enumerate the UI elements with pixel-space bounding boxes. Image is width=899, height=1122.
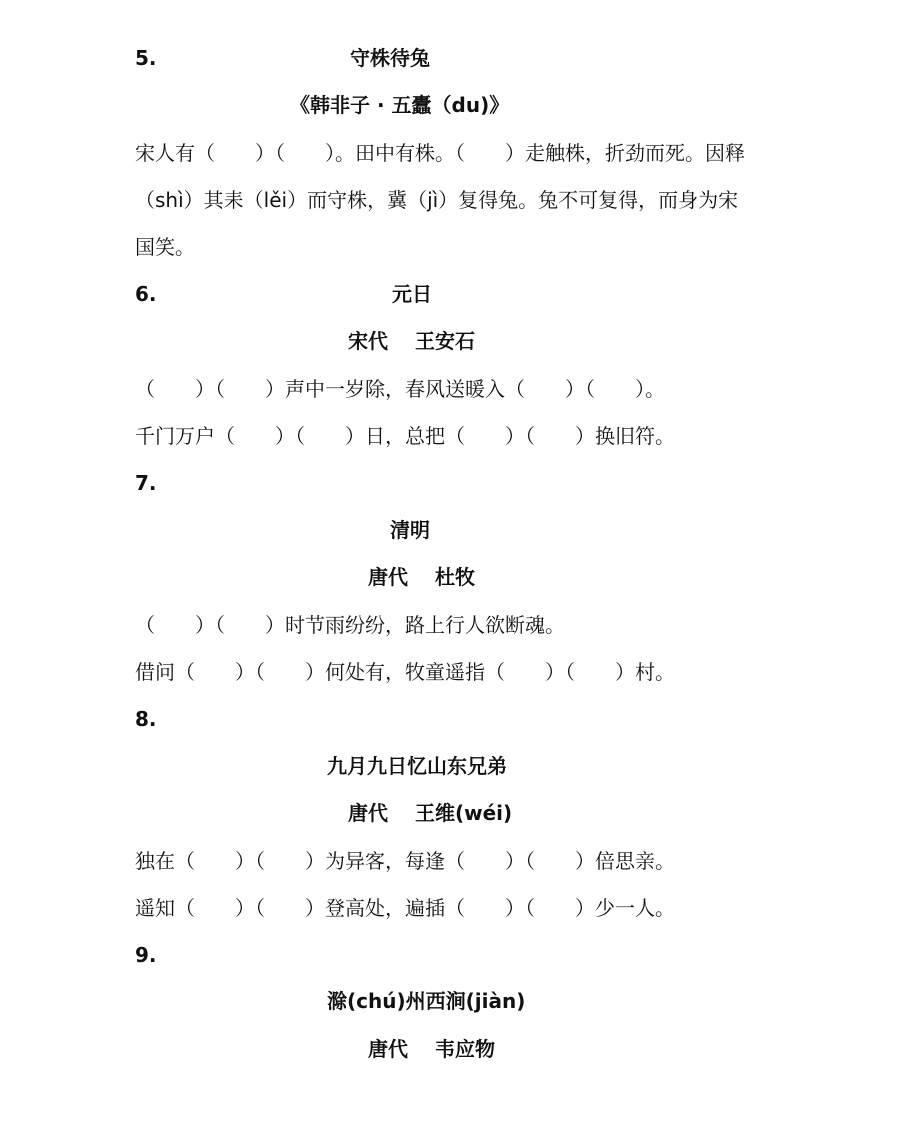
poem-author: 唐代 杜牧 — [368, 565, 475, 589]
question-number: 5. — [135, 46, 157, 70]
text-line: 借问（ ）（ ）何处有，牧童遥指（ ）（ ）村。 — [135, 660, 675, 684]
question-number: 8. — [135, 707, 157, 731]
poem-title: 元日 — [392, 282, 432, 306]
text-line: 千门万户（ ）（ ）日，总把（ ）（ ）换旧符。 — [135, 424, 675, 448]
question-number: 6. — [135, 282, 157, 306]
poem-author: 宋代 王安石 — [348, 329, 475, 353]
poem-title: 滁(chú)州西涧(jiàn) — [327, 989, 526, 1013]
text-line: 宋人有（ ）（ ）。田中有株。（ ）走触株，折劲而死。因释 — [135, 141, 745, 165]
question-number: 9. — [135, 943, 157, 967]
text-line: （shì）其耒（lěi）而守株，冀（jì）复得兔。兔不可复得，而身为宋 — [135, 188, 739, 212]
poem-author: 唐代 王维(wéi) — [348, 801, 513, 825]
poem-title: 守株待兔 — [350, 46, 430, 70]
poem-source: 《韩非子 · 五蠹（du)》 — [290, 93, 510, 117]
text-line: 遥知（ ）（ ）登高处，遍插（ ）（ ）少一人。 — [135, 896, 675, 920]
text-line: （ ）（ ）时节雨纷纷，路上行人欲断魂。 — [135, 613, 565, 637]
question-number: 7. — [135, 471, 157, 495]
text-line: 国笑。 — [135, 235, 195, 259]
poem-title: 清明 — [390, 518, 430, 542]
poem-author: 唐代 韦应物 — [368, 1037, 495, 1061]
text-line: 独在（ ）（ ）为异客，每逢（ ）（ ）倍思亲。 — [135, 849, 675, 873]
text-line: （ ）（ ）声中一岁除，春风送暖入（ ）（ ）。 — [135, 377, 665, 401]
poem-title: 九月九日忆山东兄弟 — [327, 754, 507, 778]
